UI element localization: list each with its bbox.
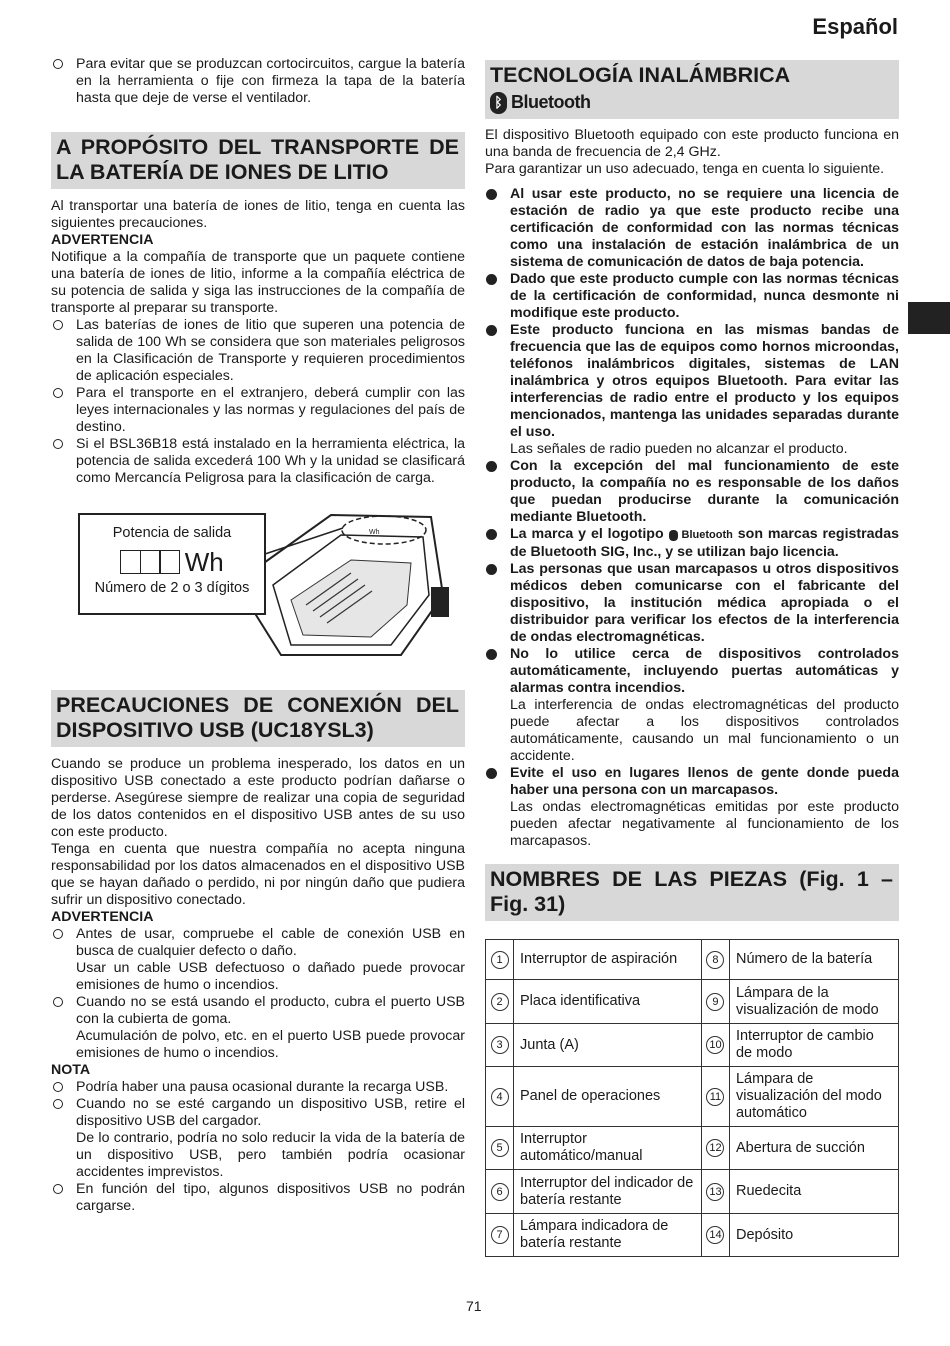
transport-heading: A PROPÓSITO DEL TRANSPORTE DE LA BATERÍA DE IONES DE LITIO [51, 132, 465, 189]
bluetooth-logo [490, 90, 893, 115]
transport-warning-text: Notifique a la compañía de transporte que un paquete contiene una batería de iones de litio, informe a la compañía eléctrica de su potencia de salida y siga las instrucciones de la compañía de transporte al preparar su transporte. [51, 249, 465, 316]
transport-intro: Al transportar una batería de iones de litio, tenga en cuenta las siguientes precauciones. [51, 198, 465, 231]
usb-note-item: Cuando no se esté cargando un dispositivo USB, retire el dispositivo USB del cargador. De lo contrario, podría no solo reducir la vida de la batería de un dispositivo USB, pero también podría ocasionar accidentes imprevistos. [51, 1096, 465, 1181]
parts-row [486, 1067, 899, 1127]
part-name-cell: Lámpara de visualización del modo automático [729, 1067, 898, 1127]
part-number-cell: 7 [486, 1214, 514, 1257]
wireless-item: Las personas que usan marcapasos u otros dispositivos médicos deben comunicarse con el fabricante del dispositivo, la institución médica apropiada o el distribuidor para verificar los efectos de la interferencia de ondas electromagnéticas. [485, 561, 899, 646]
wireless-item: La marca y el logotipo Bluetooth son marcas registradas de Bluetooth SIG, Inc., y se utilizan bajo licencia. [485, 526, 899, 561]
intro-item: Para evitar que se produzcan cortocircuitos, cargue la batería en la herramienta o fije con firmeza la tapa de la batería hasta que deje de verse el ventilador. [51, 56, 465, 107]
wh-digit-boxes [80, 546, 264, 577]
battery-marking-text: Wh [369, 529, 380, 536]
part-number-cell: 10 [701, 1024, 729, 1067]
transport-warning-label: ADVERTENCIA [51, 232, 154, 248]
digit-box [159, 550, 180, 574]
output-label-box [78, 513, 266, 615]
part-number-cell: 14 [701, 1214, 729, 1257]
wireless-item: Este producto funciona en las mismas bandas de frecuencia que las de equipos como hornos microondas, teléfonos inalámbricos digitales, sistemas de LAN inalámbrica y otros equipos Bluetooth. Para evitar las interferencias de radio entre el producto y los equipos mencionados, mantenga las unidades separadas durante el uso. Las señales de radio pueden no alcanzar el producto. [485, 322, 899, 458]
part-number-cell: 8 [701, 940, 729, 980]
part-number-cell: 5 [486, 1127, 514, 1170]
usb-paragraph-2: Tenga en cuenta que nuestra compañía no acepta ninguna responsabilidad por los datos almacenados en el dispositivo USB que se hayan dañado o perdido, ni por ningún daño que pudiera sufrir un dispositivo conectado. [51, 841, 465, 908]
part-number-cell: 1 [486, 940, 514, 980]
wireless-item: Al usar este producto, no se requiere una licencia de estación de radio ya que este producto recibe una certificación de conformidad con las normas técnicas como una instalación de estación inalámbrica de un sistema de comunicación de datos de baja potencia. [485, 186, 899, 271]
part-number-cell: 4 [486, 1067, 514, 1127]
part-name-cell: Panel de operaciones [514, 1067, 702, 1127]
bluetooth-icon: ᛒ [490, 92, 507, 114]
right-column [485, 60, 899, 1257]
usb-paragraph-1: Cuando se produce un problema inesperado, los datos en un dispositivo USB conectado a este producto podrían dañarse o perderse. Asegúrese siempre de realizar una copia de seguridad de los datos contenidos en el dispositivo USB antes de su uso con este producto. [51, 756, 465, 840]
part-number-cell: 13 [701, 1170, 729, 1214]
wireless-item: Evite el uso en lugares llenos de gente donde pueda haber una persona con un marcapasos. Las ondas electromagnéticas emitidas por este producto pueden afectar negativamente al funcionamiento de los marcapasos. [485, 765, 899, 850]
wireless-item: Dado que este producto cumple con las normas técnicas de la certificación de conformidad, nunca desmonte ni modifique este producto. [485, 271, 899, 322]
part-name-cell: Ruedecita [729, 1170, 898, 1214]
output-label-caption: Número de 2 o 3 dígitos [94, 580, 250, 596]
parts-row [486, 1214, 899, 1257]
transport-item: Para el transporte en el extranjero, deberá cumplir con las leyes internacionales y las normas y regulaciones del país de destino. [51, 385, 465, 436]
language-label: Español [812, 14, 898, 39]
part-number-cell: 2 [486, 980, 514, 1024]
bluetooth-inline-logo: Bluetooth [669, 529, 733, 541]
wh-unit: Wh [184, 546, 224, 577]
transport-item: Si el BSL36B18 está instalado en la herramienta eléctrica, la potencia de salida excederá 100 Wh y la unidad se clasificará como Mercancía Peligrosa para la clasificación de carga. [51, 436, 465, 487]
digit-box [140, 550, 161, 574]
left-column [51, 56, 465, 1215]
output-label-title: Potencia de salida [112, 525, 232, 541]
parts-row [486, 1127, 899, 1170]
part-name-cell: Abertura de succión [729, 1127, 898, 1170]
parts-row [486, 940, 899, 980]
part-name-cell: Interruptor automático/manual [514, 1127, 702, 1170]
wireless-item: No lo utilice cerca de dispositivos controlados automáticamente, incluyendo puertas automáticas y alarmas contra incendios. La interferencia de ondas electromagnéticas del producto puede afectar a los dispositivos controlados automáticamente, causando un mal funcionamiento o un accidente. [485, 646, 899, 765]
parts-row [486, 980, 899, 1024]
part-number-cell: 3 [486, 1024, 514, 1067]
battery-figure [51, 505, 465, 675]
usb-warning-item: Cuando no se está usando el producto, cubra el puerto USB con la cubierta de goma. Acumulación de polvo, etc. en el puerto USB puede provocar emisiones de humo o incendios. [51, 994, 465, 1062]
part-number-cell: 11 [701, 1067, 729, 1127]
parts-row [486, 1024, 899, 1067]
parts-heading: NOMBRES DE LAS PIEZAS (Fig. 1 – Fig. 31) [485, 864, 899, 921]
usb-heading: PRECAUCIONES DE CONEXIÓN DEL DISPOSITIVO USB (UC18YSL3) [51, 690, 465, 747]
part-name-cell: Junta (A) [514, 1024, 702, 1067]
part-number-cell: 6 [486, 1170, 514, 1214]
part-name-cell: Interruptor del indicador de batería restante [514, 1170, 702, 1214]
wireless-heading-block [485, 60, 899, 119]
parts-table [485, 939, 899, 1257]
bluetooth-wordmark: Bluetooth [511, 92, 591, 112]
usb-note-item: En función del tipo, algunos dispositivos USB no podrán cargarse. [51, 1181, 465, 1215]
wireless-paragraph-1: El dispositivo Bluetooth equipado con este producto funciona en una banda de frecuencia de 2,4 GHz. [485, 127, 899, 160]
part-name-cell: Número de la batería [729, 940, 898, 980]
digit-box [120, 550, 141, 574]
part-number-cell: 9 [701, 980, 729, 1024]
page-number: 71 [466, 1298, 482, 1314]
part-name-cell: Placa identificativa [514, 980, 702, 1024]
usb-warning-label: ADVERTENCIA [51, 909, 154, 925]
wireless-paragraph-2: Para garantizar un uso adecuado, tenga en cuenta lo siguiente. [485, 161, 885, 177]
transport-item: Las baterías de iones de litio que superen una potencia de salida de 100 Wh se considera que son materiales peligrosos en la Clasificación de Transporte y requieren procedimientos de aplicación especiales. [51, 317, 465, 385]
wireless-item: Con la excepción del mal funcionamiento de este producto, la compañía no es responsable de los daños que puedan producirse durante la comunicación mediante Bluetooth. [485, 458, 899, 526]
part-name-cell: Lámpara indicadora de batería restante [514, 1214, 702, 1257]
usb-note-item: Podría haber una pausa ocasional durante la recarga USB. [51, 1079, 465, 1096]
page-tab-marker [908, 302, 950, 334]
part-name-cell: Interruptor de aspiración [514, 940, 702, 980]
parts-row [486, 1170, 899, 1214]
usb-note-label: NOTA [51, 1062, 91, 1078]
usb-warning-item: Antes de usar, compruebe el cable de conexión USB en busca de cualquier defecto o daño. Usar un cable USB defectuoso o dañado puede provocar emisiones de humo o incendios. [51, 926, 465, 994]
part-name-cell: Lámpara de la visualización de modo [729, 980, 898, 1024]
part-name-cell: Depósito [729, 1214, 898, 1257]
part-name-cell: Interruptor de cambio de modo [729, 1024, 898, 1067]
part-number-cell: 12 [701, 1127, 729, 1170]
wireless-heading: TECNOLOGÍA INALÁMBRICA [490, 63, 791, 87]
